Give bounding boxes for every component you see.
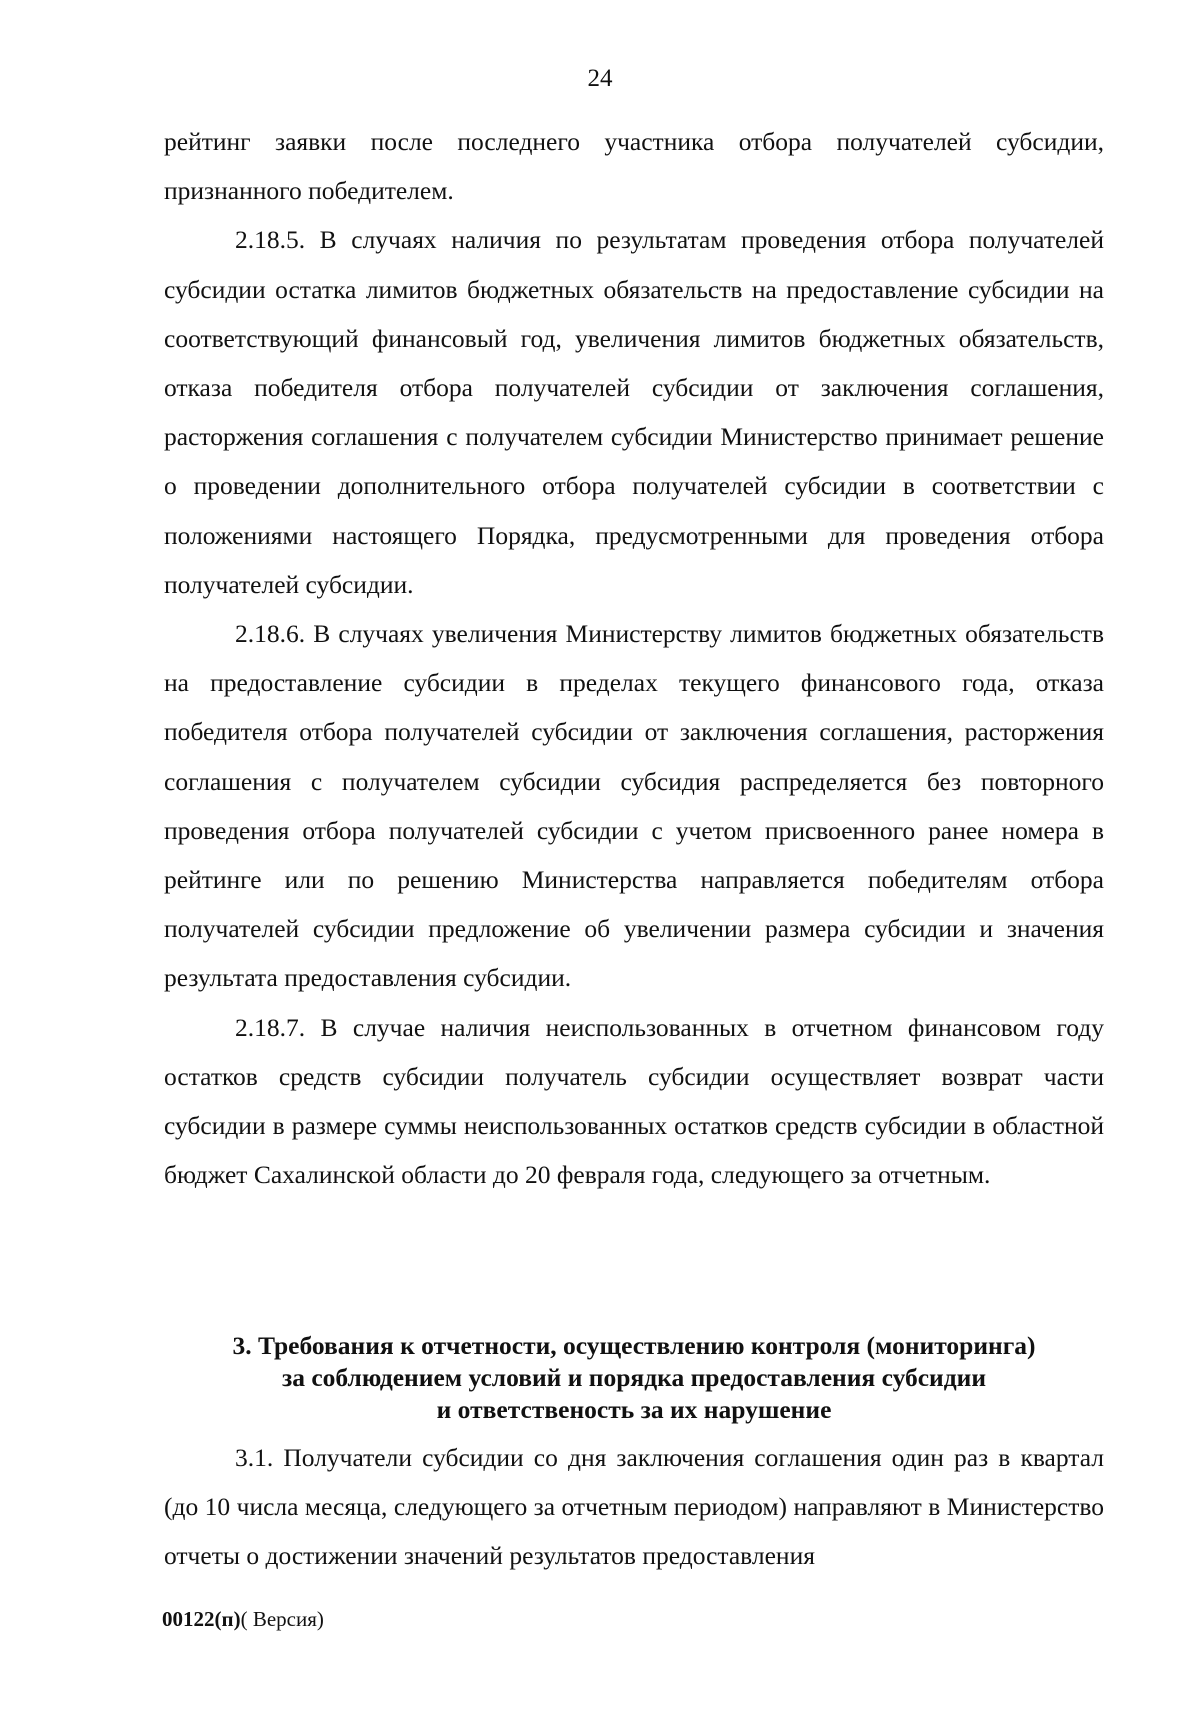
paragraph-2-18-5: 2.18.5. В случаях наличия по результатам проведения отбора получателей субсидии остатка лимитов бюджетных обязательств на предоставление субсидии на соответствующий финансовый год, увеличения лимитов бюджетных обязательств, отказа победителя отбора получателей субсидии от заключения соглашения, расторжения соглашения с получателем субсидии Министерство принимает решение о проведении дополнительного отбора получателей субсидии в соответствии с положениями настоящего Порядка, предусмотренными для проведения отбора получателей субсидии.: [164, 225, 1104, 599]
document-body: [164, 117, 1104, 1199]
document-footer: [162, 1606, 324, 1632]
document-code: 00122(п): [162, 1607, 241, 1631]
paragraph-2-18-6: 2.18.6. В случаях увеличения Министерству лимитов бюджетных обязательств на предоставление субсидии в пределах текущего финансового года, отказа победителя отбора получателей субсидии от заключения соглашения, расторжения соглашения с получателем субсидии субсидия распределяется без повторного проведения отбора получателей субсидии с учетом присвоенного ранее номера в рейтинге или по решению Министерства направляется победителям отбора получателей субсидии предложение об увеличении размера субсидии и значения результата предоставления субсидии.: [164, 619, 1104, 993]
section-heading-line: 3. Требования к отчетности, осуществлению контроля (мониторинга): [232, 1331, 1036, 1360]
section-3-body: [164, 1433, 1104, 1581]
section-heading-line: и ответственость за их нарушение: [436, 1395, 832, 1424]
paragraph-2-18-7: 2.18.7. В случае наличия неиспользованных в отчетном финансовом году остатков средств субсидии получатель субсидии осуществляет возврат части субсидии в размере суммы неиспользованных остатков средств субсидии в областной бюджет Сахалинской области до 20 февраля года, следующего за отчетным.: [164, 1012, 1104, 1190]
paragraph-3-1: 3.1. Получатели субсидии со дня заключения соглашения один раз в квартал (до 10 числа месяца, следующего за отчетным периодом) направляют в Министерство отчеты о достижении значений результатов предоставления: [164, 1443, 1104, 1571]
section-3-heading: [164, 1330, 1104, 1426]
paragraph-continuation: рейтинг заявки после последнего участника отбора получателей субсидии, признанного победителем.: [164, 127, 1104, 206]
section-heading-line: за соблюдением условий и порядка предоставления субсидии: [281, 1363, 987, 1392]
document-version: ( Версия): [240, 1607, 324, 1631]
page-number: 24: [587, 65, 613, 92]
